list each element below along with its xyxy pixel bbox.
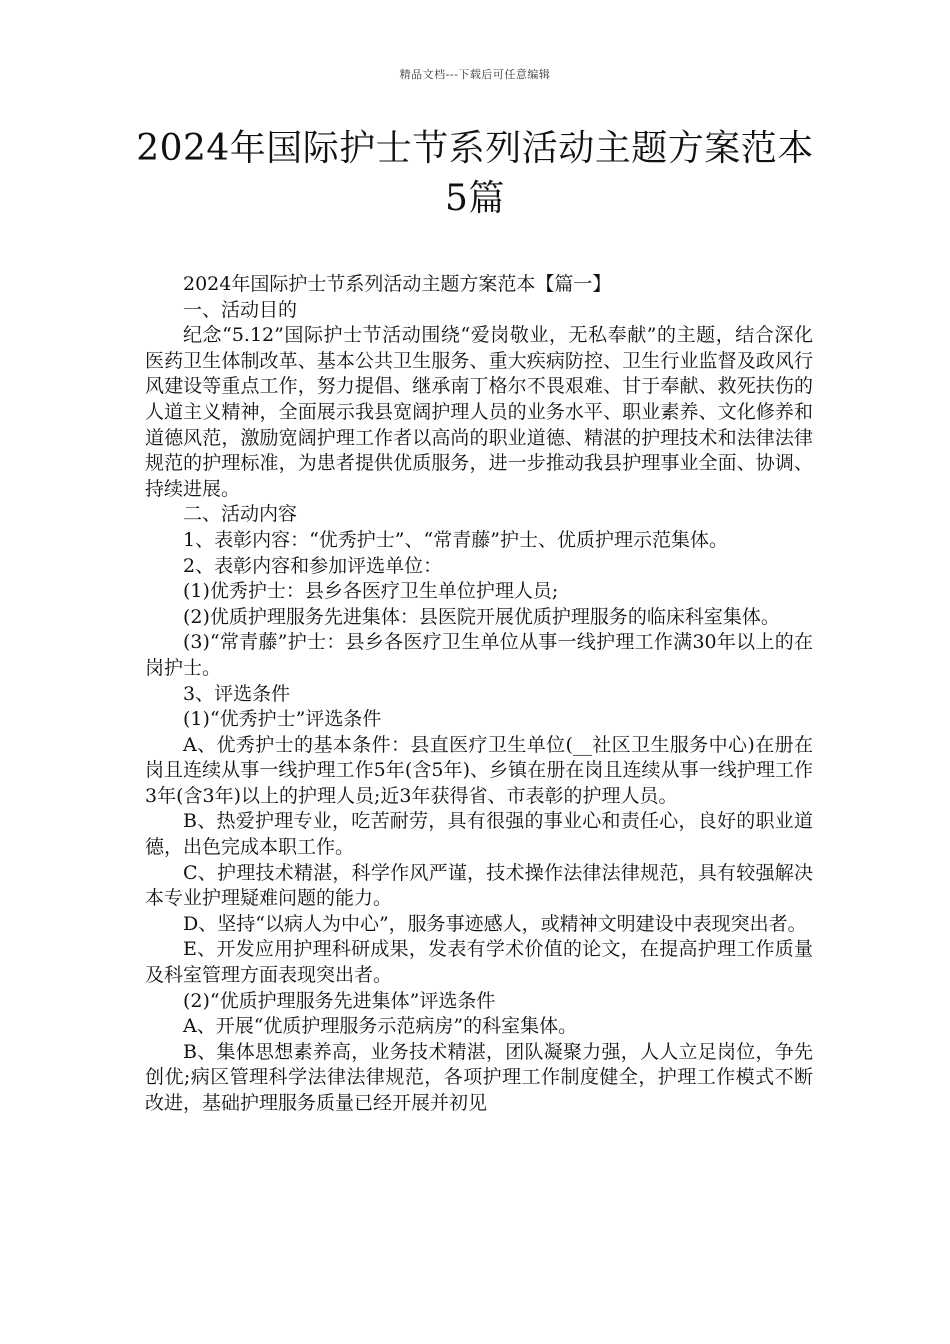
- subheading: (2)“优质护理服务先进集体”评选条件: [183, 989, 496, 1012]
- section-heading: 2024年国际护士节系列活动主题方案范本【篇一】: [183, 273, 612, 295]
- subheading: 一、活动目的: [183, 298, 298, 321]
- paragraph: D、坚持“以病人为中心”，服务事迹感人，或精神文明建设中表现突出者。: [183, 912, 807, 935]
- paragraph: E、开发应用护理科研成果，发表有学术价值的论文，在提高护理工作质量及科室管理方面表现突出者。: [145, 938, 813, 987]
- paragraph: (2)优质护理服务先进集体：县医院开展优质护理服务的临床科室集体。: [183, 605, 780, 628]
- title-line-1: 2024年国际护士节系列活动主题方案范本: [136, 128, 814, 169]
- title-line-2: 5篇: [445, 178, 505, 219]
- paragraph: (1)优秀护士：县乡各医疗卫生单位护理人员;: [183, 580, 559, 603]
- subheading: (1)“优秀护士”评选条件: [183, 708, 382, 731]
- paragraph: (3)“常青藤”护士：县乡各医疗卫生单位从事一线护理工作满30年以上的在岗护士。: [145, 631, 813, 679]
- header-note: 精品文档---下载后可任意编辑: [399, 68, 551, 81]
- paragraph: B、热爱护理专业，吃苦耐劳，具有很强的事业心和责任心，良好的职业道德，出色完成本职工作。: [145, 810, 813, 859]
- paragraph: A、开展“优质护理服务示范病房”的科室集体。: [183, 1015, 578, 1038]
- document-title: [110, 124, 840, 224]
- paragraph: C、护理技术精湛，科学作风严谨，技术操作法律法律规范，具有较强解决本专业护理疑难问题的能力。: [145, 861, 813, 910]
- paragraph: 1、表彰内容：“优秀护士”、“常青藤”护士、优质护理示范集体。: [183, 528, 728, 551]
- subheading: 二、活动内容: [183, 503, 298, 526]
- paragraph: B、集体思想素养高，业务技术精湛，团队凝聚力强，人人立足岗位，争先创优;病区管理科学法律法律规范，各项护理工作制度健全，护理工作模式不断改进，基础护理服务质量已经开展并初见: [145, 1040, 813, 1114]
- subheading: 3、评选条件: [183, 682, 291, 705]
- paragraph: 纪念“5.12”国际护士节活动围绕“爱岗敬业，无私奉献”的主题，结合深化医药卫生体制改革、基本公共卫生服务、重大疾病防控、卫生行业监督及政风行风建设等重点工作，努力提倡、继承南丁格尔不畏艰难、甘于奉献、救死扶伤的人道主义精神，全面展示我县宽阔护理人员的业务水平、职业素养、文化修养和道德风范，激励宽阔护理工作者以高尚的职业道德、精湛的护理技术和法律法律规范的护理标准，为患者提供优质服务，进一步推动我县护理事业全面、协调、持续进展。: [145, 324, 813, 500]
- paragraph: 2、表彰内容和参加评选单位：: [183, 554, 443, 577]
- paragraph: A、优秀护士的基本条件：县直医疗卫生单位(__社区卫生服务中心)在册在岗且连续从事一线护理工作5年(含5年)、乡镇在册在岗且连续从事一线护理工作3年(含3年)以上的护理人员;近3年获得省、市表彰的护理人员。: [145, 733, 813, 807]
- document-body: [145, 272, 813, 1117]
